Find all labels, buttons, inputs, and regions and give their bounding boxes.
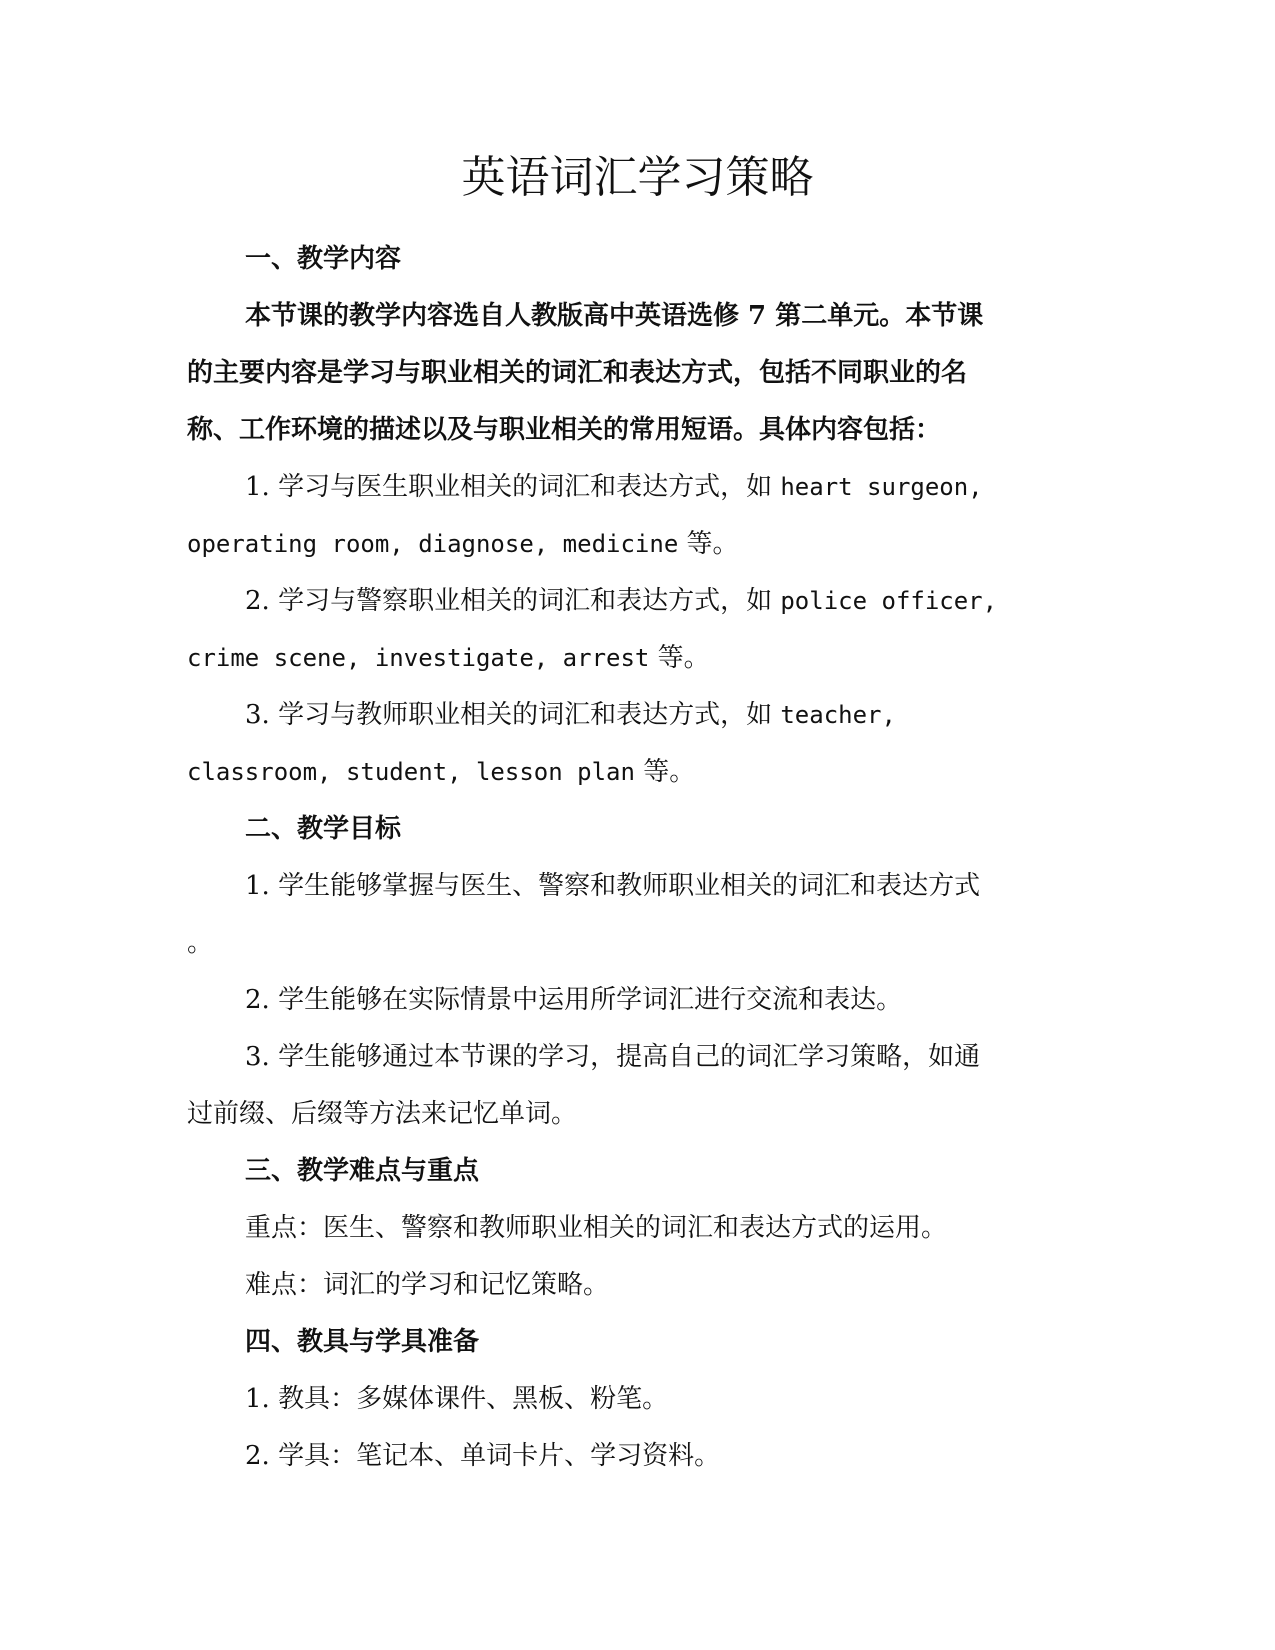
list-item: 2. 学具：笔记本、单词卡片、学习资料。 xyxy=(245,1441,721,1471)
english-terms: heart surgeon, xyxy=(780,473,983,501)
list-item-text: 等。 xyxy=(634,757,696,787)
document-title: 英语词汇学习策略 xyxy=(461,152,814,203)
english-terms: classroom, student, lesson plan xyxy=(187,758,635,786)
list-item: 1. 学生能够掌握与医生、警察和教师职业相关的词汇和表达方式 xyxy=(245,871,981,901)
list-item-doctor-continued xyxy=(187,516,1080,573)
list-item-text: 3. 学习与教师职业相关的词汇和表达方式，如 xyxy=(245,700,781,730)
list-item-doctor xyxy=(187,459,1080,516)
english-terms: teacher, xyxy=(780,701,896,729)
key-point-line: 重点：医生、警察和教师职业相关的词汇和表达方式的运用。 xyxy=(245,1213,948,1243)
list-item-continued: 。 xyxy=(187,928,214,958)
list-item-teacher-continued xyxy=(187,744,1080,801)
list-item-text: 1. 学习与医生职业相关的词汇和表达方式，如 xyxy=(245,472,781,502)
list-item-text: 等。 xyxy=(678,529,739,559)
list-item-text: 2. 学习与警察职业相关的词汇和表达方式，如 xyxy=(245,586,781,616)
paragraph-line: 本节课的教学内容选自人教版高中英语选修 7 第二单元。本节课 xyxy=(245,301,984,331)
list-item: 3. 学生能够通过本节课的学习，提高自己的词汇学习策略，如通 xyxy=(245,1042,981,1072)
paragraph-line: 称、工作环境的描述以及与职业相关的常用短语。具体内容包括： xyxy=(187,415,942,445)
list-item-police-continued xyxy=(187,630,1080,687)
difficulty-line: 难点：词汇的学习和记忆策略。 xyxy=(245,1270,610,1300)
document-body xyxy=(187,231,1080,1485)
paragraph-line: 的主要内容是学习与职业相关的词汇和表达方式，包括不同职业的名 xyxy=(187,358,968,388)
list-item-continued: 过前缀、后缀等方法来记忆单词。 xyxy=(187,1099,578,1129)
list-item-text: 等。 xyxy=(649,643,710,673)
list-item-teacher xyxy=(187,687,1080,744)
english-terms: police officer, xyxy=(780,587,998,615)
section-heading-content: 一、教学内容 xyxy=(245,244,402,274)
list-item-police xyxy=(187,573,1080,630)
section-heading-key-points: 三、教学难点与重点 xyxy=(245,1156,480,1186)
list-item: 2. 学生能够在实际情景中运用所学词汇进行交流和表达。 xyxy=(245,985,903,1015)
section-heading-materials: 四、教具与学具准备 xyxy=(245,1327,480,1357)
english-terms: crime scene, investigate, arrest xyxy=(187,644,650,672)
section-heading-objectives: 二、教学目标 xyxy=(245,814,402,844)
english-terms: operating room, diagnose, medicine xyxy=(187,530,679,558)
list-item: 1. 教具：多媒体课件、黑板、粉笔。 xyxy=(245,1384,669,1414)
